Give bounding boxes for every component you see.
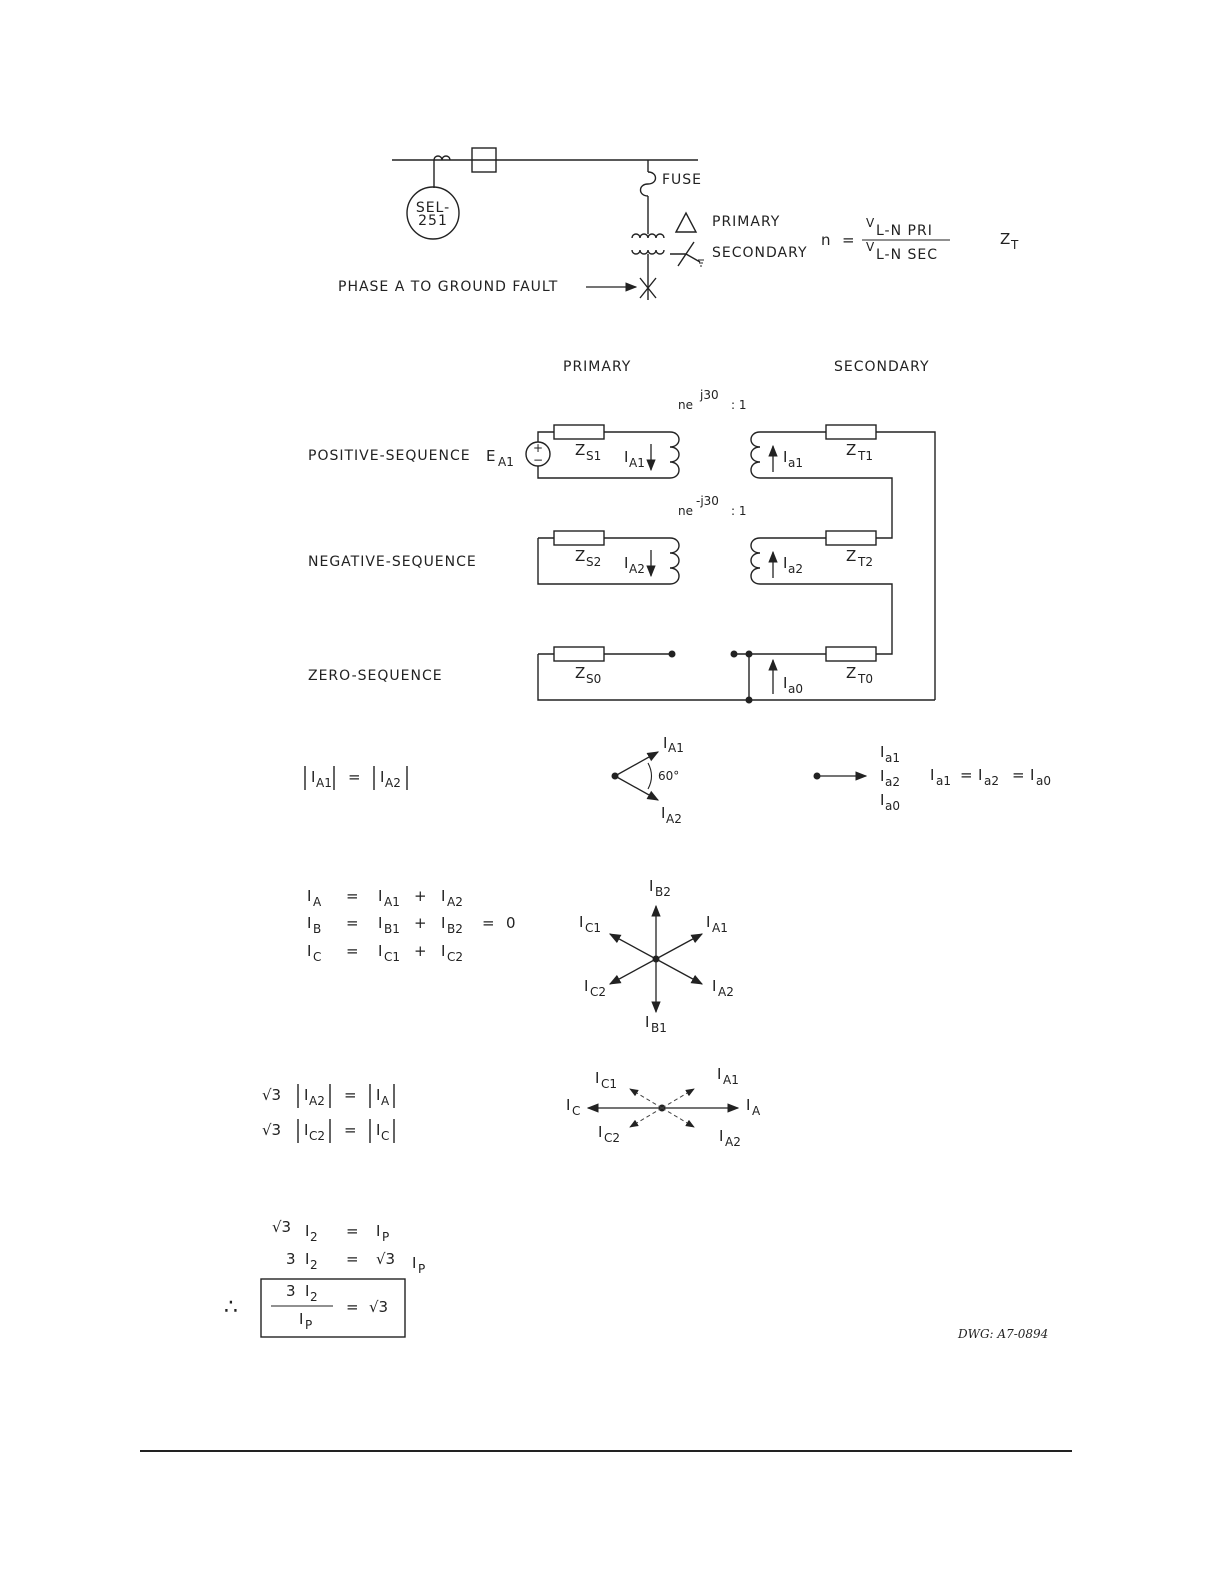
eq2-b-i2: I <box>441 914 446 932</box>
ia2-dashed <box>662 1108 694 1127</box>
eq2-c-plus: + <box>414 942 427 960</box>
p3-ia-sub: A <box>752 1104 761 1118</box>
ia2-2-label-sub: A2 <box>718 985 734 999</box>
req-ia0-i: I <box>1030 766 1035 784</box>
zero-sequence-label: ZERO-SEQUENCE <box>308 668 443 684</box>
zs2-impedance <box>554 531 604 545</box>
one-line-diagram <box>338 148 1019 300</box>
stack-ia2-sub: a2 <box>885 775 900 789</box>
zt-label: Z <box>1000 230 1011 248</box>
f2-sub: 2 <box>310 1258 318 1272</box>
eq2-b-i2-sub: B2 <box>447 922 463 936</box>
zs0-impedance <box>554 647 604 661</box>
box-i: I <box>305 1282 310 1300</box>
zt0-impedance <box>826 647 876 661</box>
phasor-row-2 <box>307 877 734 1035</box>
req-ia1-i: I <box>930 766 935 784</box>
eq3a-sub: A2 <box>309 1094 325 1108</box>
eq-ia-row <box>307 887 463 909</box>
eq3a-i: I <box>304 1086 309 1104</box>
fuse-symbol <box>641 172 656 196</box>
ia1-dashed <box>662 1089 694 1108</box>
negative-primary-coil <box>670 538 679 584</box>
p3-ic-sub: C <box>572 1104 581 1118</box>
eq2-b-eq: = <box>346 914 359 932</box>
ic1-phasor <box>610 934 656 959</box>
zt2-impedance <box>826 531 876 545</box>
req-ia0-sub: a0 <box>1036 774 1051 788</box>
eq3b-i: I <box>304 1121 309 1139</box>
therefore-symbol: ∴ <box>224 1295 238 1320</box>
req-ia2-i: I <box>978 766 983 784</box>
ib1-label-sub: B1 <box>651 1021 667 1035</box>
req-ia2-sub: a2 <box>984 774 999 788</box>
source-minus: − <box>532 453 544 467</box>
eq2-b-eq2: = <box>482 914 495 932</box>
p3-ic1-sub: C1 <box>601 1077 618 1091</box>
f1-ip-sub: P <box>382 1230 390 1244</box>
eq2-i-c-sub: C <box>313 950 322 964</box>
ratio-neg: ne <box>678 504 693 518</box>
zs1-impedance <box>554 425 604 439</box>
f1-i: I <box>305 1222 310 1240</box>
zero-open-terminal-left <box>669 651 676 658</box>
f2-i: I <box>305 1250 310 1268</box>
eq3b-ic-sub: C <box>381 1129 390 1143</box>
eq2-b-i1-sub: B1 <box>384 922 400 936</box>
p3-ic2-i: I <box>598 1123 603 1141</box>
ia2s-sub: a2 <box>788 562 803 576</box>
zs1-label: Z <box>575 441 586 459</box>
eq2-i-b: I <box>307 914 312 932</box>
ratio-n: n <box>821 231 831 249</box>
ic1-dashed <box>630 1089 662 1108</box>
ia1p-label: I <box>624 448 629 466</box>
box-three: 3 <box>286 1282 296 1300</box>
fuse-label: FUSE <box>662 172 703 188</box>
ia2p-label: I <box>624 554 629 572</box>
eq2-c-eq: = <box>346 942 359 960</box>
angle-arc <box>648 763 652 789</box>
p3-ia2-i: I <box>719 1127 724 1145</box>
eq2-a-eq: = <box>346 887 359 905</box>
ib2-label-i: I <box>649 877 654 895</box>
zs0-label: Z <box>575 664 586 682</box>
ia2-label-i: I <box>661 804 666 822</box>
f2-ip-sub: P <box>418 1262 426 1276</box>
box-ip-i: I <box>299 1310 304 1328</box>
f1-ip: I <box>376 1222 381 1240</box>
stack-ia1-i: I <box>880 743 885 761</box>
zt2-label: Z <box>846 547 857 565</box>
stack-ia2-i: I <box>880 767 885 785</box>
zt1-sub: T1 <box>858 449 873 463</box>
positive-primary-coil <box>670 432 679 478</box>
angle-label: 60° <box>658 769 680 783</box>
transformer-secondary-coil <box>632 250 664 254</box>
eq3a-sqrt3: √3 <box>262 1086 282 1104</box>
ic1-label-i: I <box>579 913 584 931</box>
f2-sqrt3: √3 <box>376 1250 396 1268</box>
ratio-pos-tail: : 1 <box>731 398 747 412</box>
ic2-dashed <box>630 1108 662 1127</box>
network-primary-header: PRIMARY <box>563 359 632 375</box>
eq2-c-i2-sub: C2 <box>447 950 464 964</box>
eq3b-equals: = <box>344 1121 357 1139</box>
zt-sub: T <box>1011 238 1019 252</box>
ia1s-label: I <box>783 448 788 466</box>
eq2-i-c: I <box>307 942 312 960</box>
positive-sequence-label: POSITIVE-SEQUENCE <box>308 448 471 464</box>
phasor-row-1 <box>305 734 1051 826</box>
stack-ia1-sub: a1 <box>885 751 900 765</box>
transformer-primary-coil <box>632 234 664 238</box>
eq2-a-i2: I <box>441 887 446 905</box>
ia1p-sub: A1 <box>629 456 645 470</box>
stack-ia0-i: I <box>880 791 885 809</box>
ia2s-label: I <box>783 554 788 572</box>
stack-ia0-sub: a0 <box>885 799 900 813</box>
zt0-label: Z <box>846 664 857 682</box>
eq2-i-a-sub: A <box>313 895 322 909</box>
ic1-label-sub: C1 <box>585 921 602 935</box>
positive-secondary-coil <box>751 432 760 478</box>
req-eq2: = <box>1012 766 1025 784</box>
eq2-a-i2-sub: A2 <box>447 895 463 909</box>
negative-sequence-label: NEGATIVE-SEQUENCE <box>308 554 477 570</box>
zs0-sub: S0 <box>586 672 602 686</box>
ratio-neg-sup: -j30 <box>696 494 719 508</box>
eq2-a-i1-sub: A1 <box>384 895 400 909</box>
f1-sqrt3: √3 <box>272 1218 292 1236</box>
box-sub: 2 <box>310 1290 318 1304</box>
box-ip-sub: P <box>305 1318 313 1332</box>
eq3a-ia-sub: A <box>381 1094 390 1108</box>
source-sub: A1 <box>498 455 514 469</box>
sequence-networks <box>308 359 935 704</box>
ratio-pos-sup: j30 <box>700 388 719 402</box>
drawing-number: DWG: A7-0894 <box>958 1327 1049 1341</box>
eq-ic-row <box>307 942 463 964</box>
p3-ic1-i: I <box>595 1069 600 1087</box>
network-secondary-header: SECONDARY <box>834 359 930 375</box>
final-derivation <box>224 1218 425 1337</box>
eq-ia2-sub: A2 <box>385 776 401 790</box>
eq2-b-i1: I <box>378 914 383 932</box>
eq-ib-row <box>307 914 516 936</box>
ratio-num-v: V <box>866 216 875 230</box>
relay-label-2: 251 <box>418 213 448 229</box>
eq3b-sub: C2 <box>309 1129 326 1143</box>
zs2-sub: S2 <box>586 555 602 569</box>
eq2-a-i1: I <box>378 887 383 905</box>
eq-ia1-i: I <box>311 768 316 786</box>
zt0-sub: T0 <box>858 672 873 686</box>
f1-eq: = <box>346 1222 359 1240</box>
ib1-label-i: I <box>645 1013 650 1031</box>
zt1-label: Z <box>846 441 857 459</box>
ia0s-label: I <box>783 674 788 692</box>
phasor-row-3 <box>262 1065 761 1149</box>
f2-three: 3 <box>286 1250 296 1268</box>
primary-label: PRIMARY <box>712 214 781 230</box>
box-sqrt3: √3 <box>369 1298 389 1316</box>
zs2-label: Z <box>575 547 586 565</box>
ic2-label-sub: C2 <box>590 985 607 999</box>
p3-ia1-sub: A1 <box>723 1073 739 1087</box>
eq3b-ic-i: I <box>376 1121 381 1139</box>
eq2-c-i2: I <box>441 942 446 960</box>
ratio-equals: = <box>842 231 855 249</box>
secondary-label: SECONDARY <box>712 245 808 261</box>
eq2-c-i1-sub: C1 <box>384 950 401 964</box>
ib2-label-sub: B2 <box>655 885 671 899</box>
ia1s-sub: a1 <box>788 456 803 470</box>
ia1-2-label-sub: A1 <box>712 921 728 935</box>
ia1-label-i: I <box>663 734 668 752</box>
ic2-label-i: I <box>584 977 589 995</box>
negative-secondary-coil <box>751 538 760 584</box>
source-plus: + <box>532 441 544 455</box>
eq-ia2-i: I <box>380 768 385 786</box>
p3-ia-i: I <box>746 1096 751 1114</box>
f1-sub: 2 <box>310 1230 318 1244</box>
req-ia1-sub: a1 <box>936 774 951 788</box>
ratio-pos: ne <box>678 398 693 412</box>
ia2-2-label-i: I <box>712 977 717 995</box>
zero-secondary-loop <box>734 654 826 700</box>
f2-ip: I <box>412 1254 417 1272</box>
ia0s-sub: a0 <box>788 682 803 696</box>
ia1-label-sub: A1 <box>668 741 684 755</box>
eq-equals: = <box>348 768 361 786</box>
relay-label-1: SEL- <box>415 200 451 216</box>
ic2-phasor <box>610 959 656 984</box>
ia2-phasor-2 <box>656 959 702 984</box>
source-label: E <box>486 447 496 465</box>
p3-ia1-i: I <box>717 1065 722 1083</box>
zt1-impedance <box>826 425 876 439</box>
f2-eq: = <box>346 1250 359 1268</box>
eq2-i-a: I <box>307 887 312 905</box>
wye-grounded-symbol <box>670 242 700 266</box>
zt2-sub: T2 <box>858 555 873 569</box>
ratio-numerator: L-N PRI <box>876 223 933 239</box>
p3-ic2-sub: C2 <box>604 1131 621 1145</box>
ia2-label-sub: A2 <box>666 812 682 826</box>
fault-label: PHASE A TO GROUND FAULT <box>338 279 559 295</box>
ratio-denominator: L-N SEC <box>876 247 939 263</box>
ia1-2-label-i: I <box>706 913 711 931</box>
p3-ic-i: I <box>566 1096 571 1114</box>
eq-ia1-sub: A1 <box>316 776 332 790</box>
ratio-den-v: V <box>866 240 875 254</box>
p3-ia2-sub: A2 <box>725 1135 741 1149</box>
ia1-phasor-2 <box>656 934 702 959</box>
eq2-i-b-sub: B <box>313 922 322 936</box>
ratio-neg-tail: : 1 <box>731 504 747 518</box>
delta-symbol <box>676 213 696 232</box>
eq3a-ia-i: I <box>376 1086 381 1104</box>
eq2-c-i1: I <box>378 942 383 960</box>
eq2-b-zero: 0 <box>506 914 516 932</box>
eq2-b-plus: + <box>414 914 427 932</box>
eq3b-sqrt3: √3 <box>262 1121 282 1139</box>
req-eq1: = <box>960 766 973 784</box>
eq2-a-plus: + <box>414 887 427 905</box>
eq3a-equals: = <box>344 1086 357 1104</box>
ia2p-sub: A2 <box>629 562 645 576</box>
zs1-sub: S1 <box>586 449 602 463</box>
box-eq: = <box>346 1298 359 1316</box>
